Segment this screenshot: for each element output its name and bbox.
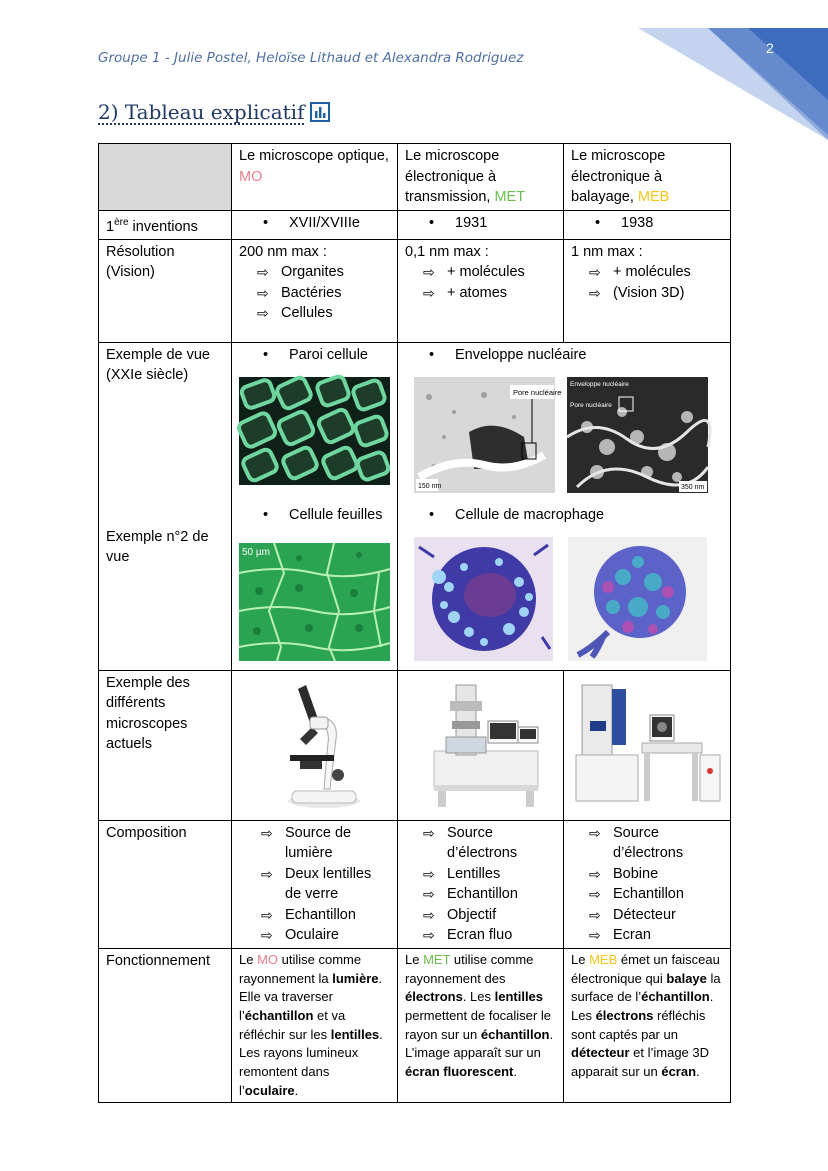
resolution-met: 0,1 nm max : ⇨ + molécules ⇨ + atomes	[398, 239, 564, 342]
table-row-resolution	[99, 239, 731, 342]
examples-mo: • Paroi cellule • Cellule feuilles 50 µm	[232, 342, 398, 670]
svg-text:150 nm: 150 nm	[418, 482, 442, 490]
met-nuclear-envelope-image	[414, 377, 562, 493]
invention-meb: • 1938	[593, 213, 723, 234]
invention-mo: • XVII/XVIIIe	[261, 213, 390, 234]
optical-microscope-image	[282, 679, 362, 809]
header-empty-cell	[99, 144, 232, 211]
leaf-cells-image	[239, 543, 390, 661]
invention-met: • 1931	[427, 213, 556, 234]
macrophage-meb-image	[568, 537, 707, 661]
fonctionnement-met: Le MET utilise comme rayonnement des électrons. Les lentilles permettent de focaliser le rayon sur un échantillon. L’image apparaît sur un écran fluorescent.	[398, 948, 564, 1103]
comparison-table	[98, 143, 731, 1103]
svg-text:350 nm: 350 nm	[681, 483, 705, 491]
section-title-text: 2) Tableau explicatif	[98, 100, 305, 124]
macrophage-met-image	[414, 537, 553, 661]
examples-electron: • Enveloppe nucléaire Pore nucléaire 150 nm Enveloppe nucléaire Pore nucléaire 350 nm • Cellule de macrophage	[398, 342, 731, 670]
table-row-fonctionnement	[99, 948, 731, 1103]
table-row-inventions	[99, 210, 731, 239]
composition-meb: ⇨ Source d’électrons ⇨ Bobine ⇨ Echantillon ⇨ Détecteur ⇨ Ecran	[564, 820, 731, 948]
row-label-composition: Composition	[99, 820, 232, 948]
row-label-inventions: 1ère inventions	[99, 210, 232, 239]
resolution-mo: 200 nm max : ⇨ Organites ⇨ Bactéries ⇨ Cellules	[232, 239, 398, 342]
header-mo: Le microscope optique, MO	[232, 144, 398, 211]
composition-met: ⇨ Source d’électrons ⇨ Lentilles ⇨ Echantillon ⇨ Objectif ⇨ Ecran fluo	[398, 820, 564, 948]
page-number: 2	[766, 40, 774, 56]
microscope-met-cell	[398, 670, 564, 820]
fonctionnement-mo: Le MO utilise comme rayonnement la lumière. Elle va traverser l’échantillon et va réfléchir sur les lentilles. Les rayons lumineux remontent dans l’oculaire.	[232, 948, 398, 1103]
meb-nuclear-envelope-image	[567, 377, 708, 493]
composition-mo: ⇨ Source de lumière ⇨ Deux lentilles de verre ⇨ Echantillon ⇨ Oculaire	[232, 820, 398, 948]
row-label-microscopes: Exemple des différents microscopes actuels	[99, 670, 232, 820]
section-title	[98, 100, 330, 124]
table-row-microscopes	[99, 670, 731, 820]
row-label-fonctionnement: Fonctionnement	[99, 948, 232, 1103]
resolution-meb: 1 nm max : ⇨ + molécules ⇨ (Vision 3D)	[564, 239, 731, 342]
row-label-resolution: Résolution (Vision)	[99, 239, 232, 342]
page-header: Groupe 1 - Julie Postel, Heloïse Lithaud et Alexandra Rodriguez	[98, 50, 524, 66]
svg-text:Pore nucléaire: Pore nucléaire	[513, 387, 562, 397]
tem-microscope-image	[426, 681, 546, 809]
corner-decoration	[638, 0, 828, 140]
row-label-examples: Exemple de vue (XXIe siècle) Exemple n°2 de vue	[99, 342, 232, 670]
header-met: Le microscope électronique à transmission, MET	[398, 144, 564, 211]
table-row-composition	[99, 820, 731, 948]
table-row-examples	[99, 342, 731, 670]
fonctionnement-meb: Le MEB émet un faisceau électronique qui balaye la surface de l’échantillon. Les électrons réfléchis sont captés par un détecteur et l’image 3D apparait sur un écran.	[564, 948, 731, 1103]
bar-chart-icon	[310, 102, 330, 122]
cell-wall-image	[239, 377, 390, 485]
svg-text:Pore nucléaire: Pore nucléaire	[570, 401, 612, 409]
sem-microscope-image	[572, 681, 722, 809]
svg-text:Enveloppe nucléaire: Enveloppe nucléaire	[570, 380, 629, 388]
row-label-example-2: Exemple n°2 de vue	[106, 528, 209, 566]
microscope-meb-cell	[564, 670, 731, 820]
table-header-row	[99, 144, 731, 211]
svg-text:50 µm: 50 µm	[242, 546, 270, 558]
microscope-mo-cell	[232, 670, 398, 820]
header-meb: Le microscope électronique à balayage, MEB	[564, 144, 731, 211]
